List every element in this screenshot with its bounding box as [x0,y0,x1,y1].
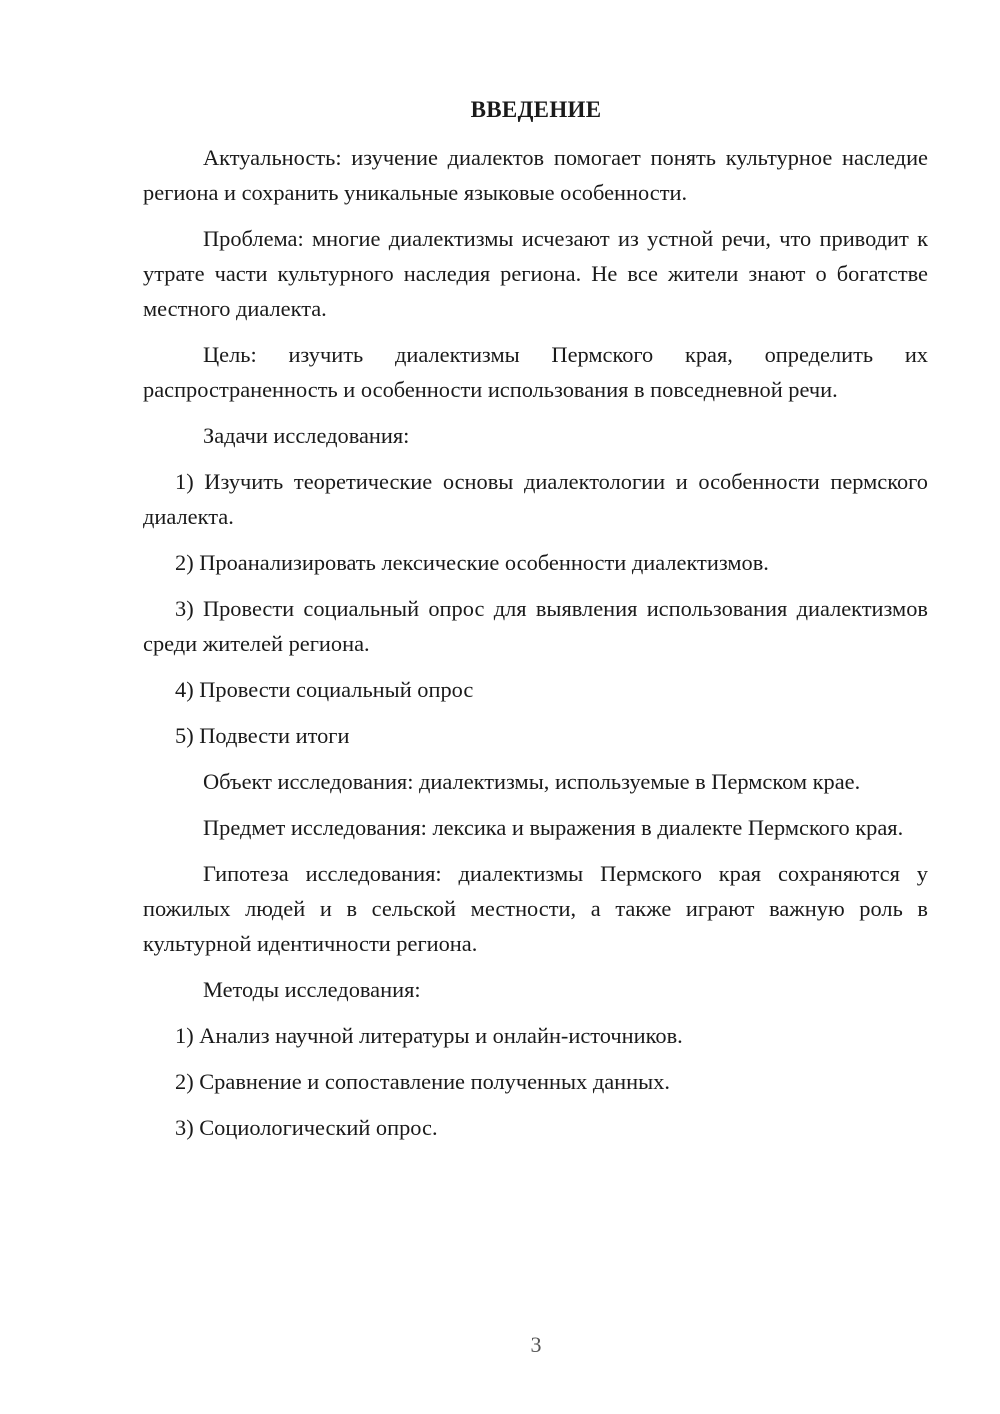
task-item-2: 2) Проанализировать лексические особенности диалектизмов. [175,550,769,575]
paragraph-tasks-heading: Задачи исследования: [203,423,410,448]
page-title: ВВЕДЕНИЕ [470,97,602,122]
paragraph-object: Объект исследования: диалектизмы, используемые в Пермском крае. [203,769,861,794]
task-item-1: 1) Изучить теоретические основы диалектологии и особенности пермского диалекта. [143,469,928,529]
task-item-3: 3) Провести социальный опрос для выявления использования диалектизмов среди жителей региона. [143,596,928,656]
method-item-2: 2) Сравнение и сопоставление полученных данных. [175,1069,670,1094]
paragraph-hypothesis: Гипотеза исследования: диалектизмы Пермского края сохраняются у пожилых людей и в сельской местности, а также играют важную роль в культурной идентичности региона. [143,861,928,956]
document-body [143,140,928,1156]
paragraph-problem: Проблема: многие диалектизмы исчезают из устной речи, что приводит к утрате части культурного наследия региона. Не все жители знают о богатстве местного диалекта. [143,226,928,321]
paragraph-subject: Предмет исследования: лексика и выражения в диалекте Пермского края. [203,815,904,840]
method-item-3: 3) Социологический опрос. [175,1115,438,1140]
paragraph-relevance: Актуальность: изучение диалектов помогает понять культурное наследие региона и сохранить уникальные языковые особенности. [143,145,928,205]
task-item-5: 5) Подвести итоги [175,723,350,748]
paragraph-methods-heading: Методы исследования: [203,977,421,1002]
page-number: 3 [530,1332,542,1357]
task-item-4: 4) Провести социальный опрос [175,677,474,702]
paragraph-goal: Цель: изучить диалектизмы Пермского края, определить их распространенность и особенности использования в повседневной речи. [143,342,928,402]
method-item-1: 1) Анализ научной литературы и онлайн-источников. [175,1023,683,1048]
